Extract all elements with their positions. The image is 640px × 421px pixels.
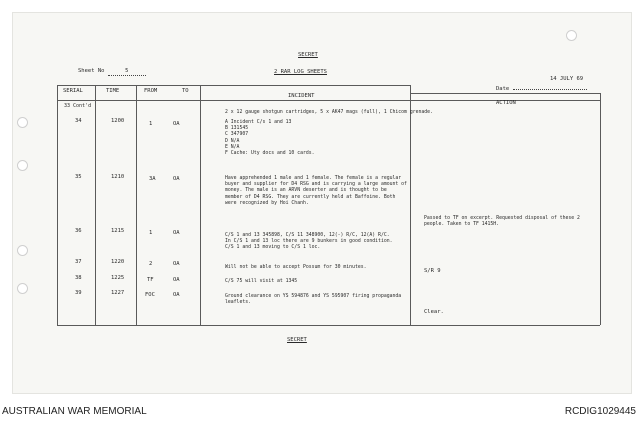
row-37-time: 1220 [111, 259, 125, 265]
row-37-action: S/R 9 [424, 268, 441, 274]
continuation-serial: 33 Cont'd [64, 103, 92, 109]
row-38-time: 1225 [111, 275, 125, 281]
row-34-incident: A Incident C/s 1 and 13 B 131545 C 347907 D N/A E N/A F Cache: Uty docs and 10 cards. [225, 120, 315, 157]
row-35-to: OA [173, 176, 180, 182]
row-39-action: Clear. [424, 309, 444, 315]
row-38-incident: C/S 75 will visit at 1345 [225, 279, 298, 284]
col-divider-serial-time [95, 85, 96, 325]
row-35-time: 1210 [111, 174, 125, 180]
col-divider-time-from [136, 85, 137, 325]
archive-reference-id: RCDIG1029445 [564, 406, 636, 417]
sheet-number [78, 68, 146, 76]
row-36-from: 1 [149, 230, 153, 236]
col-header-action: ACTION [496, 100, 516, 106]
date-underline [513, 84, 587, 90]
row-36-to: OA [173, 230, 180, 236]
table-top-border [57, 85, 200, 86]
punch-hole-4 [17, 283, 28, 294]
col-header-serial: SERIAL [63, 88, 83, 94]
table-left-border [57, 85, 58, 325]
continuation-incident: 2 x 12 gauge shotgun cartridges, 5 x AK47 mags (full), 1 Chicom grenade. [225, 110, 433, 115]
punch-hole-1 [17, 117, 28, 128]
table-action-top-border [410, 93, 600, 94]
security-classification-bottom: SECRET [287, 337, 307, 343]
row-39-time: 1227 [111, 290, 125, 296]
date-label: Date [496, 86, 510, 92]
table-header-divider [57, 100, 600, 101]
col-header-incident: INCIDENT [288, 93, 315, 99]
row-38-from: TF [147, 277, 154, 283]
row-34-serial: 34 [75, 118, 82, 124]
col-header-time: TIME [106, 88, 120, 94]
row-34-from: 1 [149, 121, 153, 127]
row-37-to: OA [173, 261, 180, 267]
row-39-serial: 39 [75, 290, 82, 296]
table-incident-top-border [200, 85, 410, 86]
col-header-to: TO [182, 88, 189, 94]
date-value: 14 JULY 69 [550, 76, 584, 82]
col-divider-to-incident [200, 85, 201, 325]
col-divider-incident-action [410, 85, 411, 325]
row-38-to: OA [173, 277, 180, 283]
punch-hole-3 [17, 245, 28, 256]
row-37-serial: 37 [75, 259, 82, 265]
table-right-border [600, 93, 601, 325]
row-36-incident: C/S 1 and 13 345898, C/S 11 348900, 12(-) R/C, 12(A) R/C. In C/S 1 and 13 loc there are 9 bunkers in good condition. C/S 1 and 13 moving to C/S 1 loc. [225, 233, 393, 251]
row-35-serial: 35 [75, 174, 82, 180]
security-classification-top: SECRET [298, 52, 318, 58]
row-39-from: FOC [145, 292, 155, 298]
row-35-incident: Have apprehended 1 male and 1 female. The female is a regular buyer and supplier for D4 RSG and is carrying a large amount of money. The male is an ARVN deserter and is thought to be member of D4 RSG. They are currently held at Baffoine. Both were recognized by Hoi Chanh. [225, 176, 407, 206]
sheet-number-value: 5 [108, 68, 146, 76]
row-37-incident: Will not be able to accept Possum for 30 minutes. [225, 265, 367, 270]
row-36-serial: 36 [75, 228, 82, 234]
row-37-from: 2 [149, 261, 153, 267]
row-36-time: 1215 [111, 228, 125, 234]
row-39-to: OA [173, 292, 180, 298]
punch-hole-2 [17, 160, 28, 171]
row-35-from: 3A [149, 176, 156, 182]
row-34-to: OA [173, 121, 180, 127]
punch-hole-top [566, 30, 577, 41]
document-title: 2 RAR LOG SHEETS [274, 69, 327, 75]
row-39-incident: Ground clearance on YS 594876 and YS 595907 firing propaganda leaflets. [225, 294, 402, 306]
date-field [496, 84, 587, 93]
row-35-action: Passed to TF on excerpt. Requested disposal of these 2 people. Taken to TF 1415H. [424, 216, 580, 228]
col-header-from: FROM [144, 88, 158, 94]
archive-credit: AUSTRALIAN WAR MEMORIAL [2, 406, 147, 417]
row-38-serial: 38 [75, 275, 82, 281]
sheet-number-label: Sheet No [78, 68, 105, 74]
row-34-time: 1200 [111, 118, 125, 124]
table-bottom-border [57, 325, 600, 326]
